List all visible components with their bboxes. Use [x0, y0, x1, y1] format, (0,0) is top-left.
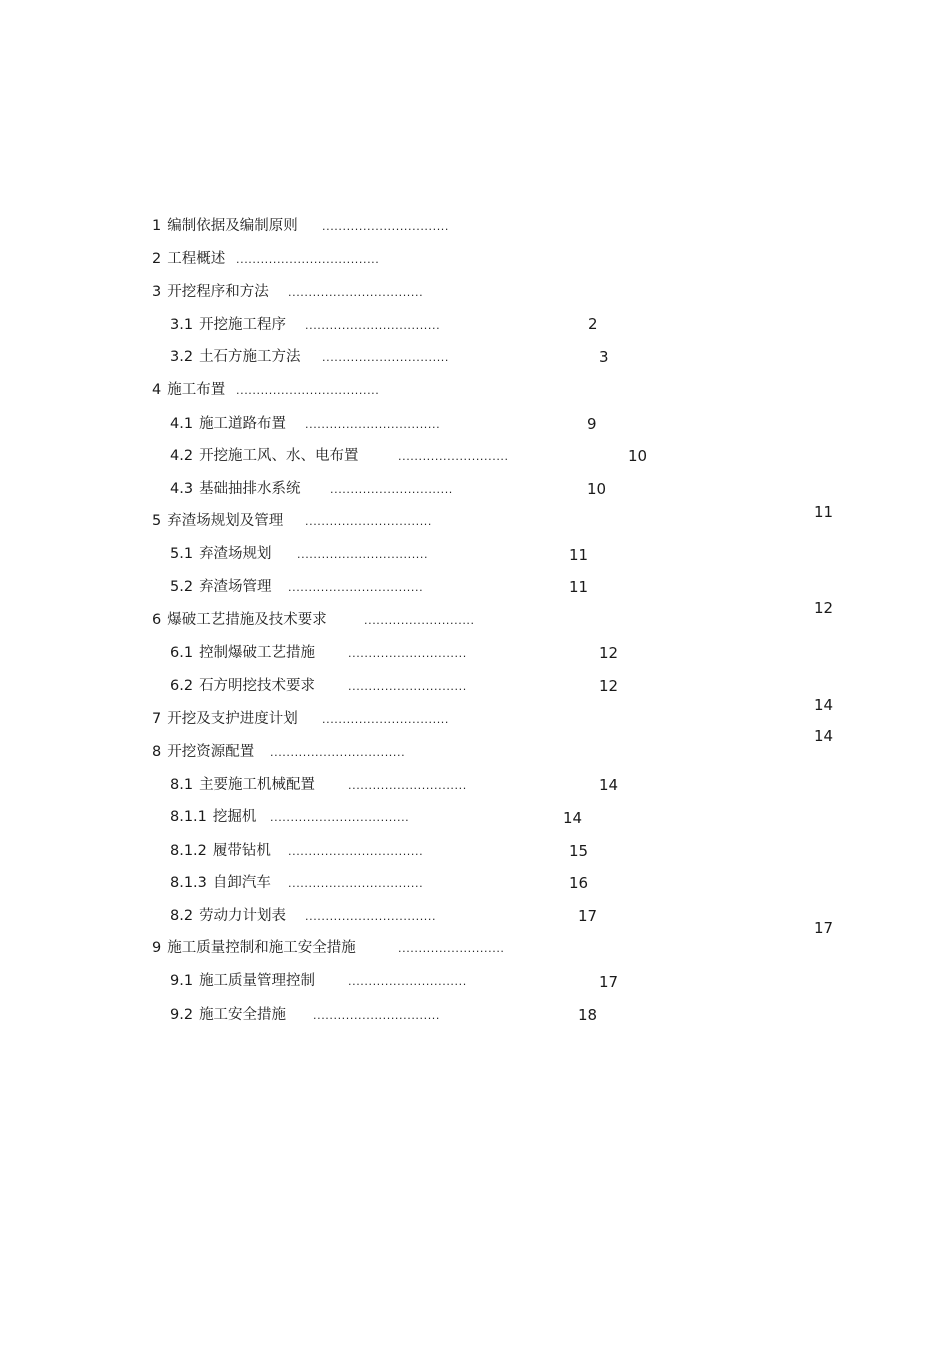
- toc-entry-2: [152, 248, 225, 270]
- toc-page-number: 11: [569, 578, 589, 596]
- toc-leader-dots: ...........................: [364, 614, 475, 627]
- toc-entry-9-1: [170, 970, 315, 992]
- toc-leader-dots: ...................................: [236, 253, 380, 266]
- toc-entry-1: [152, 215, 298, 237]
- toc-entry-title: 开挖及支护进度计划: [167, 711, 298, 727]
- toc-page-number: 12: [599, 644, 619, 662]
- toc-entry-title: 控制爆破工艺措施: [199, 645, 316, 661]
- toc-entry-number: 8.1.1: [170, 809, 207, 825]
- toc-entry-7: [152, 708, 298, 730]
- toc-entry-title: 履带钻机: [212, 843, 271, 859]
- toc-entry-4-2: [170, 445, 359, 467]
- toc-entry-8-1-3: [170, 872, 271, 894]
- toc-entry-number: 9: [152, 940, 162, 956]
- toc-page-number: 11: [569, 546, 589, 564]
- toc-entry-title: 弃渣场规划: [199, 546, 272, 562]
- toc-leader-dots: ...............................: [305, 515, 432, 528]
- toc-leader-dots: .................................: [288, 877, 424, 890]
- toc-leader-dots: .............................: [348, 779, 467, 792]
- toc-entry-title: 基础抽排水系统: [199, 481, 301, 497]
- toc-entry-title: 开挖施工程序: [199, 317, 287, 333]
- toc-page-number: 3: [599, 348, 609, 366]
- toc-entry-title: 开挖施工风、水、电布置: [199, 448, 359, 464]
- toc-entry-number: 2: [152, 251, 162, 267]
- toc-leader-dots: ...............................: [322, 220, 449, 233]
- toc-entry-8-1-2: [170, 840, 271, 862]
- toc-entry-5: [152, 510, 283, 532]
- toc-entry-number: 5.1: [170, 546, 194, 562]
- toc-entry-title: 施工道路布置: [199, 416, 287, 432]
- margin-page-number: 14: [814, 696, 834, 714]
- toc-leader-dots: .................................: [305, 319, 441, 332]
- toc-page-number: 15: [569, 842, 589, 860]
- toc-leader-dots: ..................................: [270, 811, 410, 824]
- toc-entry-number: 9.2: [170, 1007, 194, 1023]
- toc-entry-title: 主要施工机械配置: [199, 777, 316, 793]
- toc-entry-5-1: [170, 543, 272, 565]
- toc-entry-title: 施工质量控制和施工安全措施: [167, 940, 356, 956]
- toc-page-number: 17: [599, 973, 619, 991]
- toc-entry-title: 编制依据及编制原则: [167, 218, 298, 234]
- toc-entry-title: 挖掘机: [212, 809, 257, 825]
- margin-page-number: 14: [814, 727, 834, 745]
- toc-leader-dots: ................................: [305, 910, 437, 923]
- toc-entry-number: 7: [152, 711, 162, 727]
- margin-page-number: 17: [814, 919, 834, 937]
- toc-entry-6-1: [170, 642, 315, 664]
- toc-entry-title: 施工安全措施: [199, 1007, 287, 1023]
- toc-entry-number: 3.1: [170, 317, 194, 333]
- toc-entry-number: 4: [152, 382, 162, 398]
- toc-entry-title: 自卸汽车: [212, 875, 271, 891]
- toc-leader-dots: ..............................: [330, 483, 453, 496]
- toc-leader-dots: ...............................: [313, 1009, 440, 1022]
- toc-entry-3: [152, 281, 269, 303]
- toc-page-number: 14: [563, 809, 583, 827]
- toc-entry-8-1: [170, 774, 315, 796]
- toc-entry-title: 石方明挖技术要求: [199, 678, 316, 694]
- toc-entry-number: 6.2: [170, 678, 194, 694]
- toc-page-number: 9: [587, 415, 597, 433]
- toc-leader-dots: .................................: [288, 845, 424, 858]
- toc-entry-number: 3.2: [170, 349, 194, 365]
- toc-entry-number: 1: [152, 218, 162, 234]
- toc-leader-dots: ...................................: [236, 384, 380, 397]
- toc-entry-number: 8.2: [170, 908, 194, 924]
- toc-entry-3-1: [170, 314, 286, 336]
- toc-entry-title: 开挖程序和方法: [167, 284, 269, 300]
- toc-entry-9-2: [170, 1004, 286, 1026]
- toc-entry-title: 开挖资源配置: [167, 744, 255, 760]
- toc-leader-dots: .............................: [348, 647, 467, 660]
- toc-entry-8-1-1: [170, 806, 256, 828]
- toc-entry-number: 4.3: [170, 481, 194, 497]
- toc-leader-dots: .................................: [288, 581, 424, 594]
- toc-entry-3-2: [170, 346, 301, 368]
- toc-page-number: 16: [569, 874, 589, 892]
- toc-page-number: 14: [599, 776, 619, 794]
- toc-page-number: 10: [587, 480, 607, 498]
- toc-entry-number: 8.1.2: [170, 843, 207, 859]
- toc-leader-dots: .............................: [348, 975, 467, 988]
- toc-leader-dots: .............................: [348, 680, 467, 693]
- toc-entry-6-2: [170, 675, 315, 697]
- toc-page-number: 12: [599, 677, 619, 695]
- toc-entry-8-2: [170, 905, 286, 927]
- toc-leader-dots: ...............................: [322, 351, 449, 364]
- toc-leader-dots: .................................: [270, 746, 406, 759]
- toc-entry-title: 弃渣场管理: [199, 579, 272, 595]
- toc-entry-number: 4.2: [170, 448, 194, 464]
- toc-entry-number: 5.2: [170, 579, 194, 595]
- toc-leader-dots: ...............................: [322, 713, 449, 726]
- toc-entry-title: 土石方施工方法: [199, 349, 301, 365]
- toc-entry-number: 8: [152, 744, 162, 760]
- toc-entry-title: 劳动力计划表: [199, 908, 287, 924]
- toc-leader-dots: ...........................: [398, 450, 509, 463]
- toc-entry-5-2: [170, 576, 272, 598]
- toc-entry-title: 爆破工艺措施及技术要求: [167, 612, 327, 628]
- toc-entry-number: 9.1: [170, 973, 194, 989]
- toc-entry-8: [152, 741, 254, 763]
- toc-entry-title: 弃渣场规划及管理: [167, 513, 284, 529]
- margin-page-number: 12: [814, 599, 834, 617]
- toc-entry-9: [152, 937, 356, 959]
- toc-entry-title: 工程概述: [167, 251, 226, 267]
- toc-page-number: 17: [578, 907, 598, 925]
- toc-entry-number: 8.1: [170, 777, 194, 793]
- toc-entry-number: 3: [152, 284, 162, 300]
- toc-entry-4: [152, 379, 225, 401]
- margin-page-number: 11: [814, 503, 834, 521]
- toc-entry-number: 6: [152, 612, 162, 628]
- toc-entry-title: 施工布置: [167, 382, 226, 398]
- toc-leader-dots: ................................: [297, 548, 429, 561]
- toc-entry-number: 6.1: [170, 645, 194, 661]
- toc-page-number: 10: [628, 447, 648, 465]
- toc-entry-number: 8.1.3: [170, 875, 207, 891]
- toc-page-number: 18: [578, 1006, 598, 1024]
- toc-entry-title: 施工质量管理控制: [199, 973, 316, 989]
- toc-page-number: 2: [588, 315, 598, 333]
- toc-entry-number: 5: [152, 513, 162, 529]
- toc-leader-dots: .................................: [305, 418, 441, 431]
- toc-entry-number: 4.1: [170, 416, 194, 432]
- toc-entry-6: [152, 609, 327, 631]
- toc-leader-dots: ..........................: [398, 942, 505, 955]
- toc-entry-4-3: [170, 478, 301, 500]
- toc-leader-dots: .................................: [288, 286, 424, 299]
- toc-entry-4-1: [170, 413, 286, 435]
